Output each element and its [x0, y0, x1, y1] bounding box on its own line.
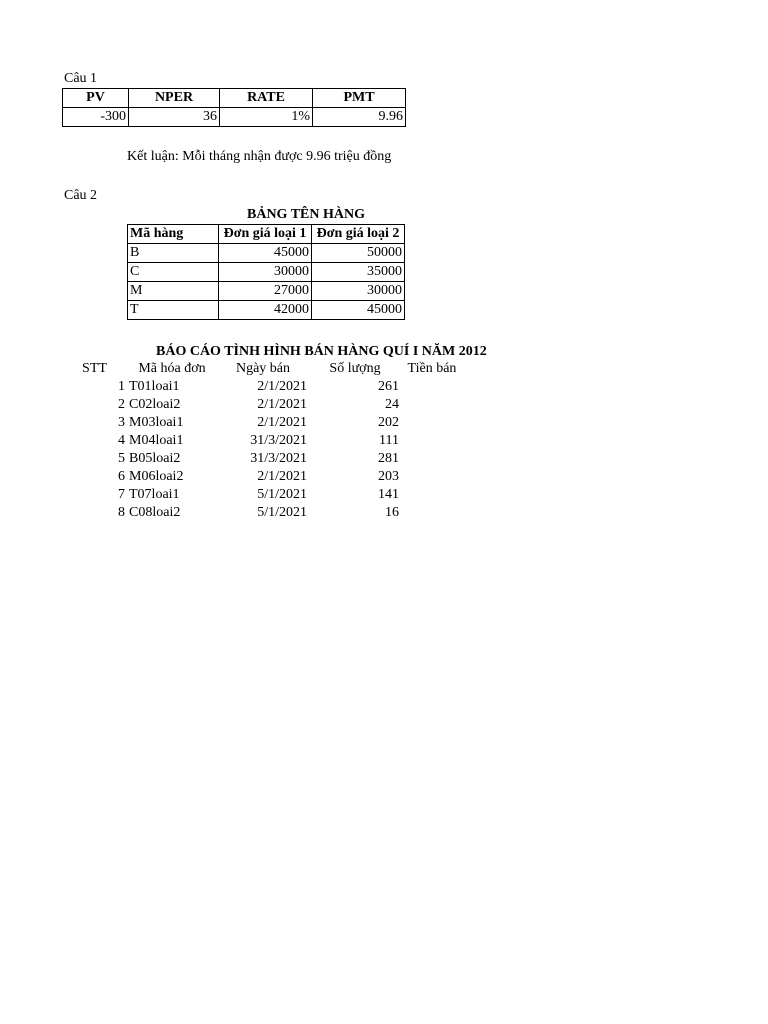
cell-invoice[interactable]: M03loai1 [129, 415, 184, 430]
price-header-row [128, 225, 405, 244]
cell-code[interactable]: C [128, 263, 219, 282]
cell-stt[interactable]: 8 [118, 505, 125, 520]
cell-price-2[interactable]: 30000 [312, 282, 405, 301]
table-row [128, 263, 405, 282]
cell-pv[interactable]: -300 [63, 108, 129, 127]
price-table [127, 224, 405, 320]
cell-date[interactable]: 5/1/2021 [257, 505, 307, 520]
cell-price-1[interactable]: 30000 [219, 263, 312, 282]
cell-quantity[interactable]: 16 [385, 505, 399, 520]
cell-code[interactable]: T [128, 301, 219, 320]
header-nper[interactable]: NPER [129, 89, 220, 108]
cell-amount[interactable] [401, 396, 463, 414]
table-row [62, 468, 463, 486]
cell-quantity[interactable]: 202 [378, 415, 399, 430]
cell-date[interactable]: 5/1/2021 [257, 487, 307, 502]
cell-quantity[interactable]: 24 [385, 397, 399, 412]
cell-quantity[interactable]: 111 [379, 433, 399, 448]
cell-date[interactable]: 2/1/2021 [257, 415, 307, 430]
cell-stt[interactable]: 7 [118, 487, 125, 502]
header-ma-hang[interactable]: Mã hàng [128, 225, 219, 244]
cell-amount[interactable] [401, 450, 463, 468]
table-row [128, 301, 405, 320]
cell-price-1[interactable]: 27000 [219, 282, 312, 301]
header-ma-hoa-don[interactable]: Mã hóa đơn [138, 361, 206, 376]
cell-pmt[interactable]: 9.96 [313, 108, 406, 127]
q1-header-row [63, 89, 406, 108]
cell-code[interactable]: M [128, 282, 219, 301]
cell-stt[interactable]: 4 [118, 433, 125, 448]
header-don-gia-2[interactable]: Đơn giá loại 2 [312, 225, 405, 244]
cell-quantity[interactable]: 261 [378, 379, 399, 394]
cell-stt[interactable]: 1 [118, 379, 125, 394]
cell-amount[interactable] [401, 432, 463, 450]
cell-quantity[interactable]: 203 [378, 469, 399, 484]
cell-stt[interactable]: 3 [118, 415, 125, 430]
cell-date[interactable]: 31/3/2021 [250, 451, 307, 466]
cell-date[interactable]: 2/1/2021 [257, 469, 307, 484]
cell-nper[interactable]: 36 [129, 108, 220, 127]
table-row [62, 432, 463, 450]
cell-invoice[interactable]: M04loai1 [129, 433, 184, 448]
q1-label: Câu 1 [64, 71, 98, 86]
header-tien-ban[interactable]: Tiền bán [407, 361, 457, 376]
cell-quantity[interactable]: 141 [378, 487, 399, 502]
cell-amount[interactable] [401, 378, 463, 396]
cell-price-2[interactable]: 50000 [312, 244, 405, 263]
cell-amount[interactable] [401, 486, 463, 504]
q2-label: Câu 2 [64, 188, 98, 203]
table-row [62, 450, 463, 468]
cell-date[interactable]: 31/3/2021 [250, 433, 307, 448]
header-ngay-ban[interactable]: Ngày bán [235, 361, 291, 376]
header-don-gia-1[interactable]: Đơn giá loại 1 [219, 225, 312, 244]
cell-date[interactable]: 2/1/2021 [257, 397, 307, 412]
cell-amount[interactable] [401, 468, 463, 486]
header-pmt[interactable]: PMT [313, 89, 406, 108]
table-row [62, 396, 463, 414]
table-row [62, 414, 463, 432]
table-row [62, 504, 463, 522]
cell-invoice[interactable]: C08loai2 [129, 505, 181, 520]
cell-amount[interactable] [401, 504, 463, 522]
cell-invoice[interactable]: M06loai2 [129, 469, 184, 484]
cell-stt[interactable]: 5 [118, 451, 125, 466]
q1-value-row [63, 108, 406, 127]
cell-quantity[interactable]: 281 [378, 451, 399, 466]
cell-stt[interactable]: 6 [118, 469, 125, 484]
cell-amount[interactable] [401, 414, 463, 432]
cell-date[interactable]: 2/1/2021 [257, 379, 307, 394]
header-so-luong[interactable]: Số lượng [329, 361, 381, 376]
cell-price-1[interactable]: 42000 [219, 301, 312, 320]
table-row [62, 486, 463, 504]
q1-table [62, 88, 406, 127]
header-rate[interactable]: RATE [220, 89, 313, 108]
cell-invoice[interactable]: T01loai1 [129, 379, 180, 394]
cell-price-2[interactable]: 45000 [312, 301, 405, 320]
cell-code[interactable]: B [128, 244, 219, 263]
cell-invoice[interactable]: T07loai1 [129, 487, 180, 502]
table-row [128, 244, 405, 263]
header-pv[interactable]: PV [63, 89, 129, 108]
cell-invoice[interactable]: C02loai2 [129, 397, 181, 412]
table-row [128, 282, 405, 301]
header-stt[interactable]: STT [82, 361, 107, 376]
report-header-row [62, 360, 463, 378]
cell-rate[interactable]: 1% [220, 108, 313, 127]
report-table [62, 360, 463, 522]
cell-stt[interactable]: 2 [118, 397, 125, 412]
table-row [62, 378, 463, 396]
report-title: BÁO CÁO TÌNH HÌNH BÁN HÀNG QUÍ I NĂM 2012 [156, 344, 487, 359]
cell-price-2[interactable]: 35000 [312, 263, 405, 282]
price-table-title: BẢNG TÊN HÀNG [247, 207, 365, 222]
q1-conclusion: Kết luận: Mỗi tháng nhận được 9.96 triệu đồng [127, 149, 392, 164]
cell-invoice[interactable]: B05loai2 [129, 451, 181, 466]
cell-price-1[interactable]: 45000 [219, 244, 312, 263]
